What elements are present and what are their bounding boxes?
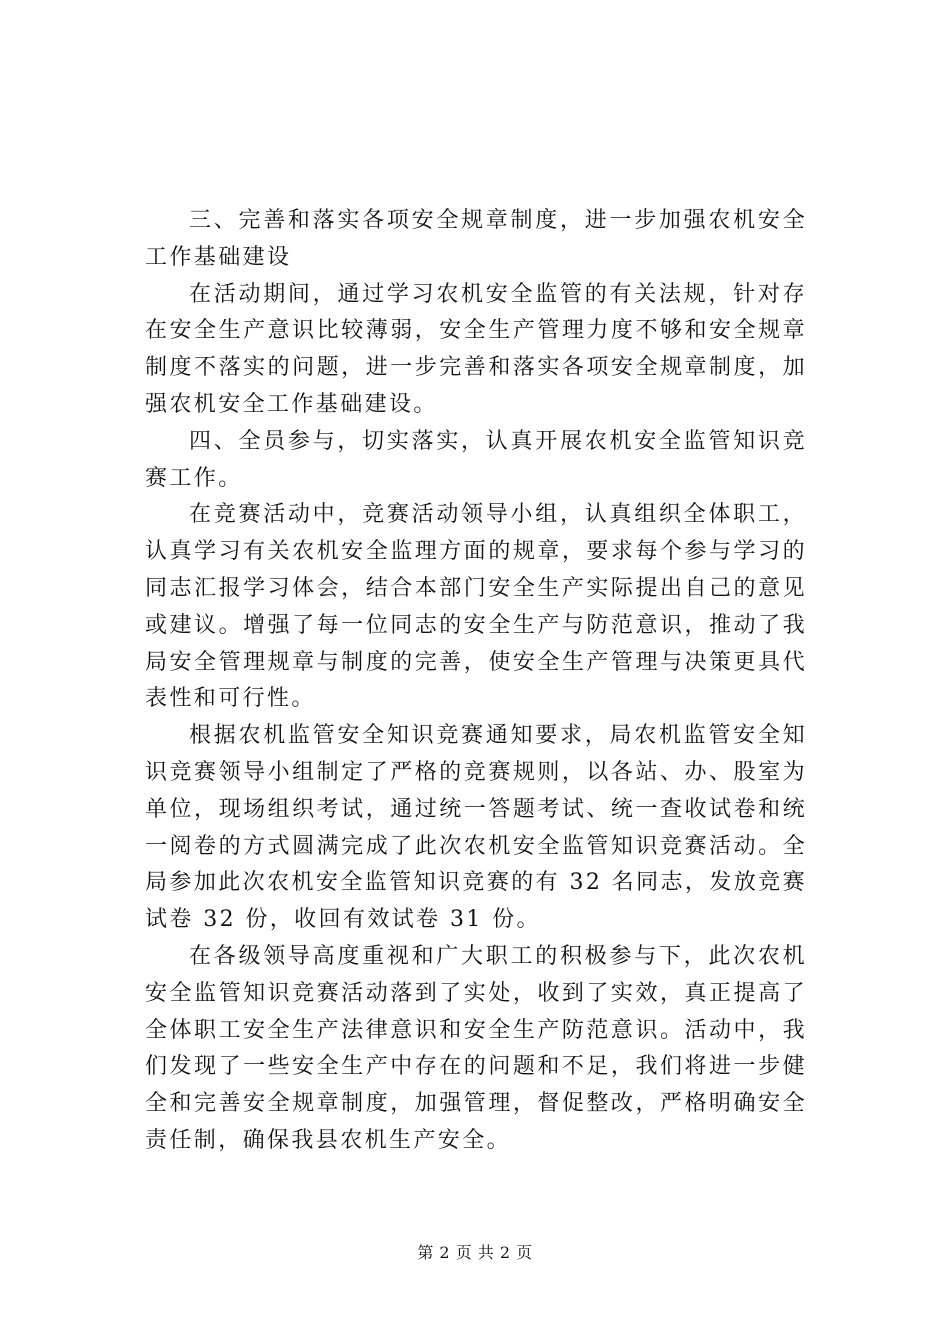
- heading-section-four: 四、全员参与，切实落实，认真开展农机安全监管知识竞赛工作。: [145, 428, 807, 491]
- paragraph-regulations: 在活动期间，通过学习农机安全监管的有关法规，针对存在安全生产意识比较薄弱，安全生产管理力度不够和安全规章制度不落实的问题，进一步完善和落实各项安全规章制度，加强农机安全工作基础建设。: [145, 281, 807, 417]
- paragraph-conclusion: 在各级领导高度重视和广大职工的积极参与下，此次农机安全监管知识竞赛活动落到了实处，收到了实效，真正提高了全体职工安全生产法律意识和安全生产防范意识。活动中，我们发现了一些安全生产中存在的问题和不足，我们将进一步健全和完善安全规章制度，加强管理，督促整改，严格明确安全责任制，确保我县农机生产安全。: [145, 943, 807, 1153]
- paragraph-competition-rules: 根据农机监管安全知识竞赛通知要求，局农机监管安全知识竞赛领导小组制定了严格的竞赛规则，以各站、办、股室为单位，现场组织考试，通过统一答题考试、统一查收试卷和统一阅卷的方式圆满完成了此次农机安全监管知识竞赛活动。全局参加此次农机安全监管知识竞赛的有 32 名同志，发放竞赛试卷 32 份，收回有效试卷 31 份。: [145, 723, 807, 933]
- paragraph-competition-activity: 在竞赛活动中，竞赛活动领导小组，认真组织全体职工，认真学习有关农机安全监理方面的规章，要求每个参与学习的同志汇报学习体会，结合本部门安全生产实际提出自己的意见或建议。增强了每一位同志的安全生产与防范意识，推动了我局安全管理规章与制度的完善，使安全生产管理与决策更具代表性和可行性。: [145, 502, 807, 712]
- heading-section-three: 三、完善和落实各项安全规章制度，进一步加强农机安全工作基础建设: [145, 208, 807, 270]
- page-footer: 第 2 页 共 2 页: [417, 1243, 533, 1262]
- document-body: [145, 203, 807, 1160]
